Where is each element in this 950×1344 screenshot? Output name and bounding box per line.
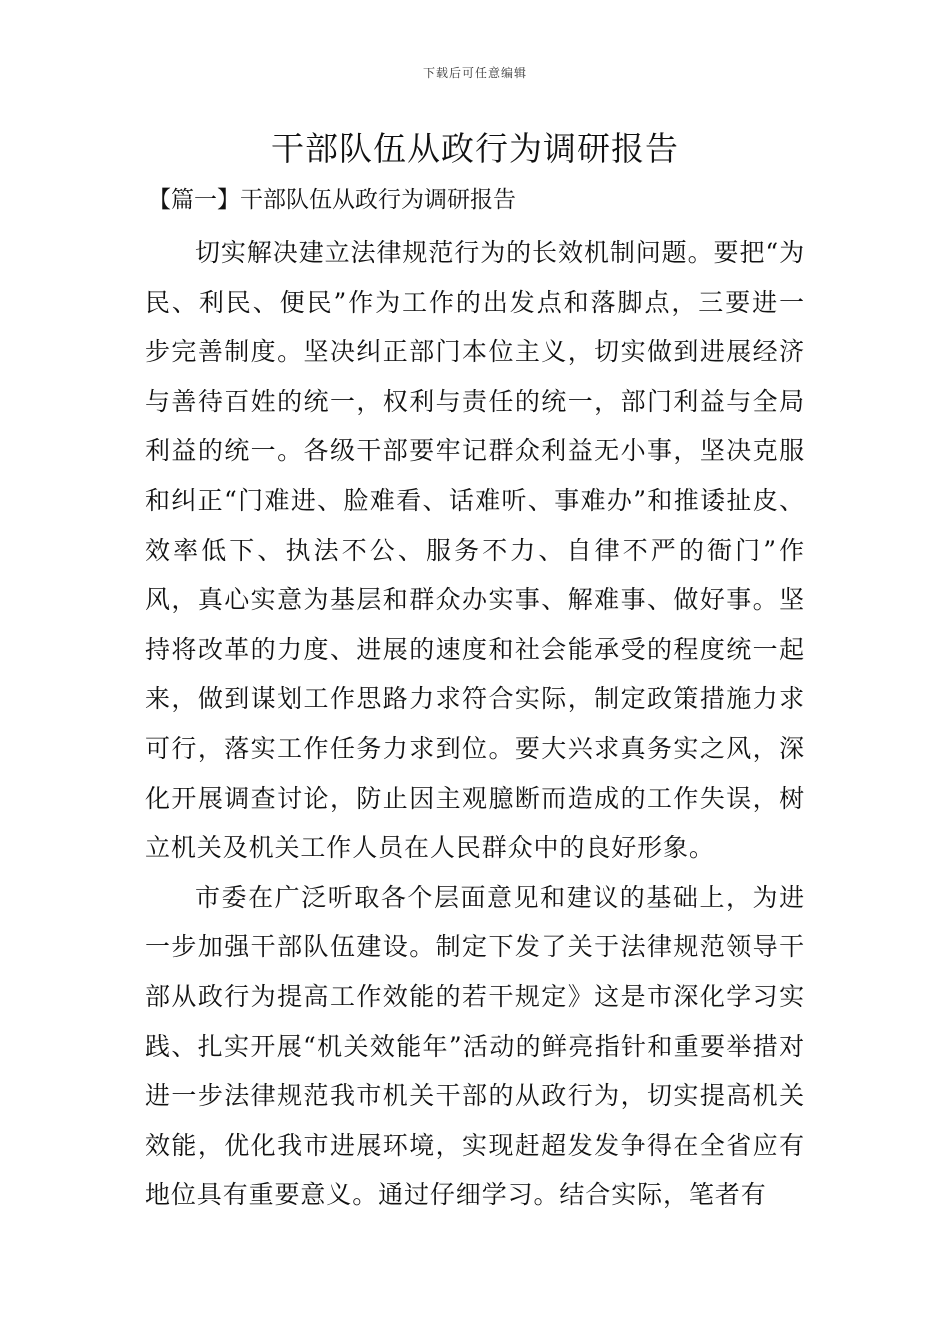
- body-paragraph-2: 市委在广泛听取各个层面意见和建议的基础上，为进一步加强干部队伍建设。制定下发了关于法律规范领导干部从政行为提高工作效能的若干规定》这是市深化学习实践、扎实开展“机关效能年”活动的鲜亮指针和重要举措对进一步法律规范我市机关干部的从政行为，切实提高机关效能，优化我市进展环境，实现赶超发发争得在全省应有地位具有重要意义。通过仔细学习。结合实际，笔者有: [145, 882, 805, 1210]
- section-heading: 【篇一】干部队伍从政行为调研报告: [148, 187, 516, 213]
- document-title: 干部队伍从政行为调研报告: [271, 129, 679, 168]
- body-paragraph-1: 切实解决建立法律规范行为的长效机制问题。要把“为民、利民、便民”作为工作的出发点和落脚点，三要进一步完善制度。坚决纠正部门本位主义，切实做到进展经济与善待百姓的统一，权利与责任的统一，部门利益与全局利益的统一。各级干部要牢记群众利益无小事，坚决克服和纠正“门难进、脸难看、话难听、事难办”和推诿扯皮、效率低下、执法不公、服务不力、自律不严的衙门”作风，真心实意为基层和群众办实事、解难事、做好事。坚持将改革的力度、进展的速度和社会能承受的程度统一起来，做到谋划工作思路力求符合实际，制定政策措施力求可行，落实工作任务力求到位。要大兴求真务实之风，深化开展调查讨论，防止因主观臆断而造成的工作失误，树立机关及机关工作人员在人民群众中的良好形象。: [145, 238, 805, 863]
- document-body: [145, 228, 805, 1220]
- download-watermark: 下载后可任意编辑: [422, 66, 527, 80]
